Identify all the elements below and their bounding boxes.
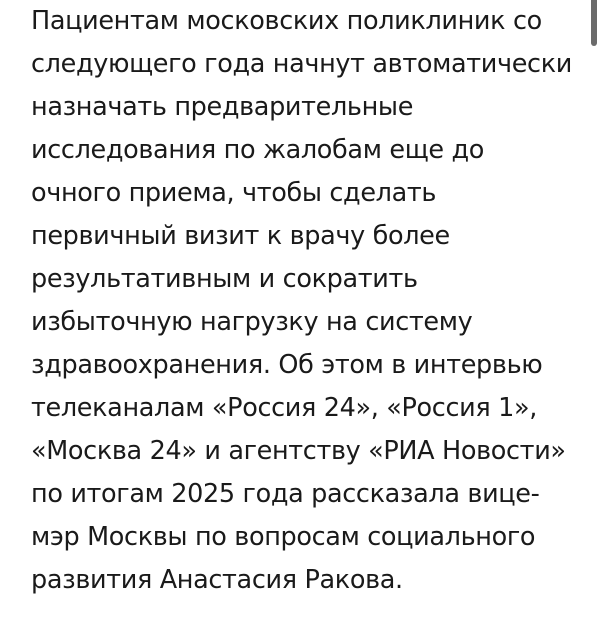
article-text-line: очного приема, чтобы сделать [31, 178, 437, 208]
article-text-line: первичный визит к врачу более [31, 221, 450, 251]
article-text-line: результативным и сократить [31, 264, 418, 294]
article-text-line: мэр Москвы по вопросам социального [31, 522, 536, 552]
article-text-line: по итогам 2025 года рассказала вице- [31, 479, 540, 509]
article-text-line: развития Анастасия Ракова. [31, 565, 403, 595]
article-text-line: Пациентам московских поликлиник со [31, 6, 542, 36]
article-text-line: исследования по жалобам еще до [31, 135, 484, 165]
article-text-line: избыточную нагрузку на систему [31, 307, 473, 337]
article-text-line: здравоохранения. Об этом в интервью [31, 350, 543, 380]
article-body [31, 0, 581, 602]
article-text-line: «Москва 24» и агентству «РИА Новости» [31, 436, 566, 466]
article-text-line: телеканалам «Россия 24», «Россия 1», [31, 393, 537, 423]
article-text-line: назначать предварительные [31, 92, 414, 122]
article-text-line: следующего года начнут автоматически [31, 49, 573, 79]
scrollbar[interactable] [591, 0, 597, 46]
